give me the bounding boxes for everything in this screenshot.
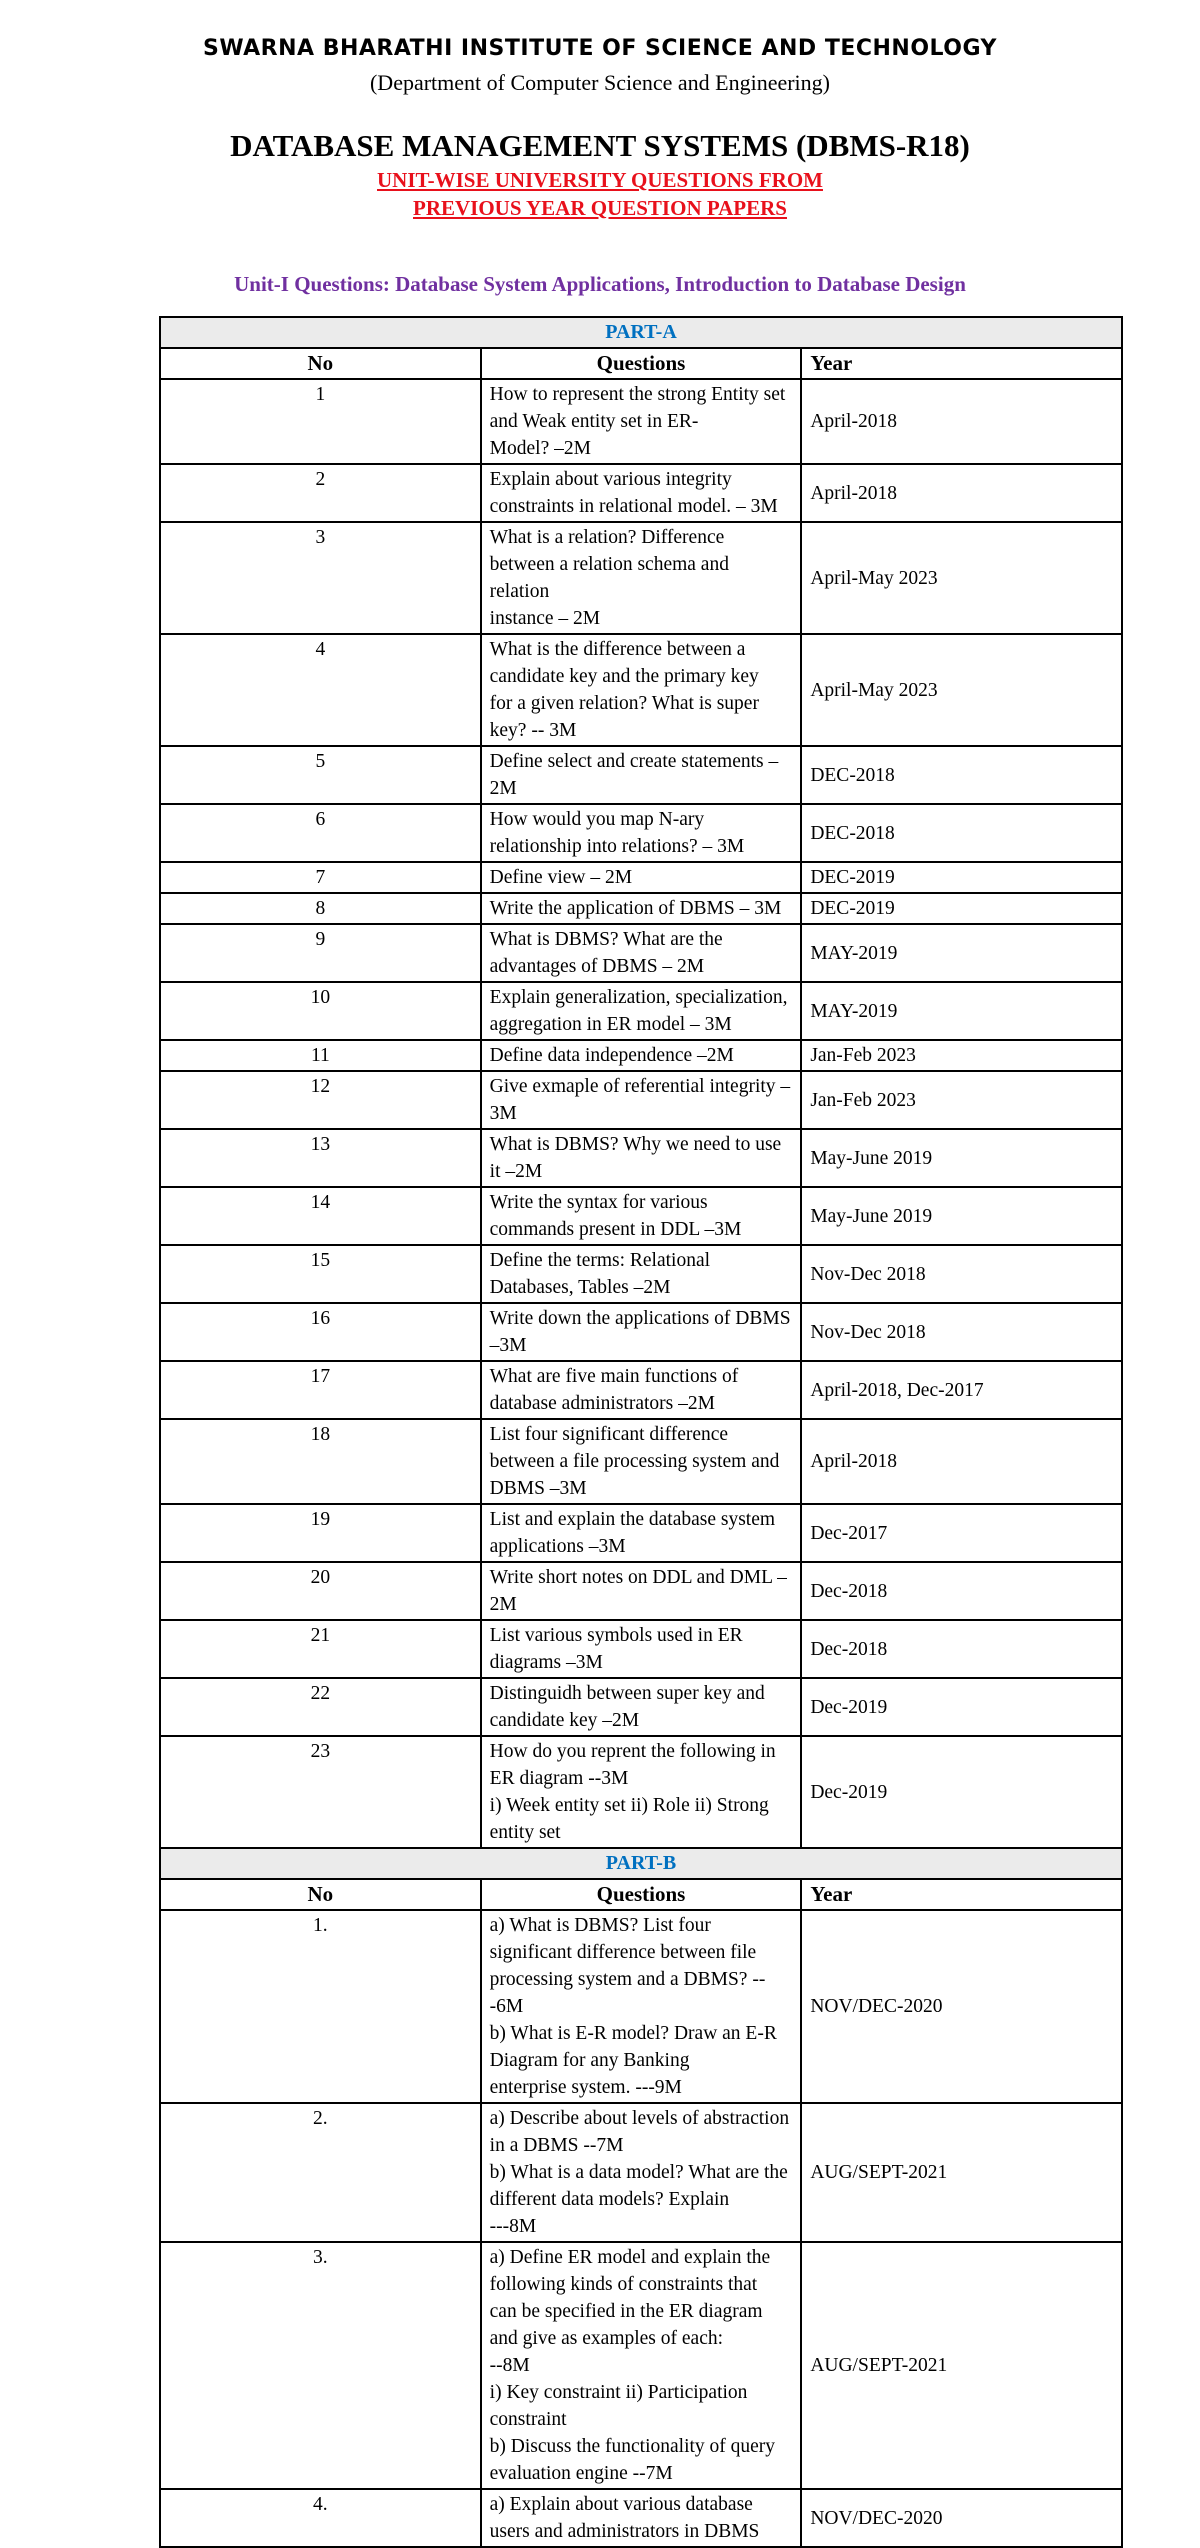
table-row bbox=[160, 1303, 1122, 1361]
question-year: April-2018 bbox=[801, 1419, 1122, 1504]
question-line: ---8M bbox=[489, 2216, 537, 2237]
question-text bbox=[481, 862, 802, 893]
question-number: 7 bbox=[160, 862, 481, 893]
question-line: Define data independence –2M bbox=[489, 1045, 734, 1066]
question-line: Write the application of DBMS – 3M bbox=[489, 898, 782, 919]
question-line: How would you map N-ary relationship into relations? – 3M bbox=[489, 809, 745, 857]
table-row bbox=[160, 1245, 1122, 1303]
table-row bbox=[160, 1504, 1122, 1562]
table-row bbox=[160, 893, 1122, 924]
question-year: Dec-2017 bbox=[801, 1504, 1122, 1562]
question-line: Explain generalization, specialization, aggregation in ER model – 3M bbox=[489, 987, 788, 1035]
question-number: 10 bbox=[160, 982, 481, 1040]
question-line: Model? –2M bbox=[489, 438, 591, 459]
question-line: Explain about various integrity constraints in relational model. – 3M bbox=[489, 469, 778, 517]
question-text bbox=[481, 1071, 802, 1129]
question-text bbox=[481, 2242, 802, 2489]
question-line: What are five main functions of database administrators –2M bbox=[489, 1366, 739, 1414]
question-line: a) Explain about various database users and administrators in DBMS bbox=[489, 2494, 760, 2542]
question-line: Define select and create statements – 2M bbox=[489, 751, 779, 799]
question-number: 21 bbox=[160, 1620, 481, 1678]
question-year: April-May 2023 bbox=[801, 522, 1122, 634]
question-line: Write short notes on DDL and DML –2M bbox=[489, 1567, 787, 1615]
question-year: Dec-2019 bbox=[801, 1736, 1122, 1848]
question-number: 8 bbox=[160, 893, 481, 924]
table-row bbox=[160, 1620, 1122, 1678]
question-text bbox=[481, 1303, 802, 1361]
question-year: Nov-Dec 2018 bbox=[801, 1303, 1122, 1361]
question-line: List various symbols used in ER diagrams –3M bbox=[489, 1625, 743, 1673]
question-text bbox=[481, 2489, 802, 2547]
question-number: 12 bbox=[160, 1071, 481, 1129]
table-row bbox=[160, 1562, 1122, 1620]
column-header-questions: Questions bbox=[481, 348, 802, 379]
subject-title: DATABASE MANAGEMENT SYSTEMS (DBMS-R18) bbox=[230, 128, 970, 163]
question-number: 17 bbox=[160, 1361, 481, 1419]
table-row bbox=[160, 1040, 1122, 1071]
table-row bbox=[160, 464, 1122, 522]
table-row bbox=[160, 2489, 1122, 2547]
question-number: 4. bbox=[160, 2489, 481, 2547]
column-header-year: Year bbox=[801, 1879, 1122, 1910]
question-number: 18 bbox=[160, 1419, 481, 1504]
questions-table-body bbox=[160, 317, 1122, 2547]
unit-title: Unit-I Questions: Database System Applications, Introduction to Database Design bbox=[234, 272, 966, 296]
column-header-year: Year bbox=[801, 348, 1122, 379]
question-number: 3. bbox=[160, 2242, 481, 2489]
question-text bbox=[481, 1040, 802, 1071]
question-number: 3 bbox=[160, 522, 481, 634]
question-year: Jan-Feb 2023 bbox=[801, 1040, 1122, 1071]
part-a-header-row bbox=[160, 317, 1122, 348]
table-row bbox=[160, 522, 1122, 634]
question-year: AUG/SEPT-2021 bbox=[801, 2242, 1122, 2489]
question-number: 5 bbox=[160, 746, 481, 804]
question-year: Jan-Feb 2023 bbox=[801, 1071, 1122, 1129]
question-year: DEC-2018 bbox=[801, 746, 1122, 804]
part-b-header-row bbox=[160, 1848, 1122, 1879]
question-year: MAY-2019 bbox=[801, 982, 1122, 1040]
table-row bbox=[160, 862, 1122, 893]
question-line: b) What is a data model? What are the different data models? Explain bbox=[489, 2162, 788, 2210]
questions-table bbox=[159, 316, 1123, 2548]
question-line: can be specified in the ER diagram and give as examples of each: bbox=[489, 2301, 763, 2349]
department-name: (Department of Computer Science and Engineering) bbox=[369, 70, 830, 95]
institute-name: SWARNA BHARATHI INSTITUTE OF SCIENCE AND TECHNOLOGY bbox=[203, 36, 997, 61]
question-text bbox=[481, 1736, 802, 1848]
table-row bbox=[160, 746, 1122, 804]
part-b-title: PART-B bbox=[160, 1848, 1122, 1879]
column-header-questions: Questions bbox=[481, 1879, 802, 1910]
question-number: 11 bbox=[160, 1040, 481, 1071]
question-line: instance – 2M bbox=[489, 608, 601, 629]
question-line: What is DBMS? What are the advantages of DBMS – 2M bbox=[489, 929, 723, 977]
question-text bbox=[481, 982, 802, 1040]
question-line: b) What is E-R model? Draw an E-R Diagram for any Banking bbox=[489, 2023, 777, 2071]
table-row bbox=[160, 1736, 1122, 1848]
column-header-no: No bbox=[160, 1879, 481, 1910]
column-header-row bbox=[160, 348, 1122, 379]
question-text bbox=[481, 1361, 802, 1419]
question-number: 22 bbox=[160, 1678, 481, 1736]
question-number: 6 bbox=[160, 804, 481, 862]
table-row bbox=[160, 1129, 1122, 1187]
question-number: 2 bbox=[160, 464, 481, 522]
column-header-no: No bbox=[160, 348, 481, 379]
question-line: enterprise system. ---9M bbox=[489, 2077, 682, 2098]
question-number: 1 bbox=[160, 379, 481, 464]
question-year: AUG/SEPT-2021 bbox=[801, 2103, 1122, 2242]
question-year: April-2018, Dec-2017 bbox=[801, 1361, 1122, 1419]
question-text bbox=[481, 2103, 802, 2242]
question-line: List and explain the database system applications –3M bbox=[489, 1509, 776, 1557]
question-line: What is the difference between a candidate key and the primary key bbox=[489, 639, 759, 687]
question-number: 4 bbox=[160, 634, 481, 746]
question-number: 20 bbox=[160, 1562, 481, 1620]
question-line: Define the terms: Relational Databases, Tables –2M bbox=[489, 1250, 711, 1298]
question-text bbox=[481, 893, 802, 924]
question-year: Nov-Dec 2018 bbox=[801, 1245, 1122, 1303]
table-row bbox=[160, 1419, 1122, 1504]
question-text bbox=[481, 1620, 802, 1678]
question-line: i) Key constraint ii) Participation constraint bbox=[489, 2382, 748, 2430]
question-text bbox=[481, 1129, 802, 1187]
question-year: Dec-2018 bbox=[801, 1620, 1122, 1678]
table-row bbox=[160, 1678, 1122, 1736]
question-year: Dec-2018 bbox=[801, 1562, 1122, 1620]
subtitle-line-1: UNIT-WISE UNIVERSITY QUESTIONS FROM bbox=[377, 168, 823, 192]
table-row bbox=[160, 924, 1122, 982]
question-text bbox=[481, 634, 802, 746]
question-year: NOV/DEC-2020 bbox=[801, 2489, 1122, 2547]
question-text bbox=[481, 1245, 802, 1303]
question-year: April-2018 bbox=[801, 379, 1122, 464]
question-year: Dec-2019 bbox=[801, 1678, 1122, 1736]
question-line: b) Discuss the functionality of query evaluation engine --7M bbox=[489, 2436, 776, 2484]
question-line: Write the syntax for various commands present in DDL –3M bbox=[489, 1192, 742, 1240]
question-text bbox=[481, 1910, 802, 2103]
question-text bbox=[481, 464, 802, 522]
question-number: 13 bbox=[160, 1129, 481, 1187]
question-line: i) Week entity set ii) Role ii) Strong entity set bbox=[489, 1795, 769, 1843]
question-line: --8M bbox=[489, 2355, 530, 2376]
question-number: 9 bbox=[160, 924, 481, 982]
table-row bbox=[160, 634, 1122, 746]
question-text bbox=[481, 804, 802, 862]
question-year: May-June 2019 bbox=[801, 1129, 1122, 1187]
question-number: 23 bbox=[160, 1736, 481, 1848]
question-year: May-June 2019 bbox=[801, 1187, 1122, 1245]
table-row bbox=[160, 379, 1122, 464]
question-line: How do you reprent the following in ER diagram --3M bbox=[489, 1741, 776, 1789]
question-year: April-May 2023 bbox=[801, 634, 1122, 746]
question-number: 1. bbox=[160, 1910, 481, 2103]
question-year: NOV/DEC-2020 bbox=[801, 1910, 1122, 2103]
table-row bbox=[160, 1361, 1122, 1419]
question-line: Give exmaple of referential integrity –3M bbox=[489, 1076, 791, 1124]
table-row bbox=[160, 2103, 1122, 2242]
question-line: a) What is DBMS? List four significant difference between file bbox=[489, 1915, 757, 1963]
question-line: DBMS –3M bbox=[489, 1478, 587, 1499]
question-text bbox=[481, 1419, 802, 1504]
question-year: April-2018 bbox=[801, 464, 1122, 522]
question-line: How to represent the strong Entity set and Weak entity set in ER- bbox=[489, 384, 786, 432]
question-text bbox=[481, 379, 802, 464]
question-number: 16 bbox=[160, 1303, 481, 1361]
question-line: What is a relation? Difference between a relation schema and relation bbox=[489, 527, 729, 602]
question-year: DEC-2019 bbox=[801, 862, 1122, 893]
question-line: Write down the applications of DBMS –3M bbox=[489, 1308, 791, 1356]
question-line: Define view – 2M bbox=[489, 867, 633, 888]
question-line: a) Define ER model and explain the following kinds of constraints that bbox=[489, 2247, 771, 2295]
question-text bbox=[481, 522, 802, 634]
table-row bbox=[160, 804, 1122, 862]
question-number: 2. bbox=[160, 2103, 481, 2242]
question-text bbox=[481, 746, 802, 804]
subtitle-line-2: PREVIOUS YEAR QUESTION PAPERS bbox=[413, 196, 787, 220]
column-header-row bbox=[160, 1879, 1122, 1910]
question-line: List four significant difference between a file processing system and bbox=[489, 1424, 780, 1472]
question-text bbox=[481, 1504, 802, 1562]
question-line: Distinguidh between super key and candidate key –2M bbox=[489, 1683, 765, 1731]
question-line: for a given relation? What is super key? -- 3M bbox=[489, 693, 759, 741]
part-a-title: PART-A bbox=[160, 317, 1122, 348]
question-number: 15 bbox=[160, 1245, 481, 1303]
table-row bbox=[160, 1187, 1122, 1245]
question-year: DEC-2018 bbox=[801, 804, 1122, 862]
question-line: What is DBMS? Why we need to use it –2M bbox=[489, 1134, 782, 1182]
question-number: 14 bbox=[160, 1187, 481, 1245]
table-row bbox=[160, 1071, 1122, 1129]
question-number: 19 bbox=[160, 1504, 481, 1562]
question-year: DEC-2019 bbox=[801, 893, 1122, 924]
question-text bbox=[481, 924, 802, 982]
question-text bbox=[481, 1678, 802, 1736]
question-text bbox=[481, 1562, 802, 1620]
question-line: processing system and a DBMS? ---6M bbox=[489, 1969, 766, 2017]
table-row bbox=[160, 2242, 1122, 2489]
question-year: MAY-2019 bbox=[801, 924, 1122, 982]
table-row bbox=[160, 982, 1122, 1040]
question-text bbox=[481, 1187, 802, 1245]
table-row bbox=[160, 1910, 1122, 2103]
question-line: a) Describe about levels of abstraction in a DBMS --7M bbox=[489, 2108, 790, 2156]
